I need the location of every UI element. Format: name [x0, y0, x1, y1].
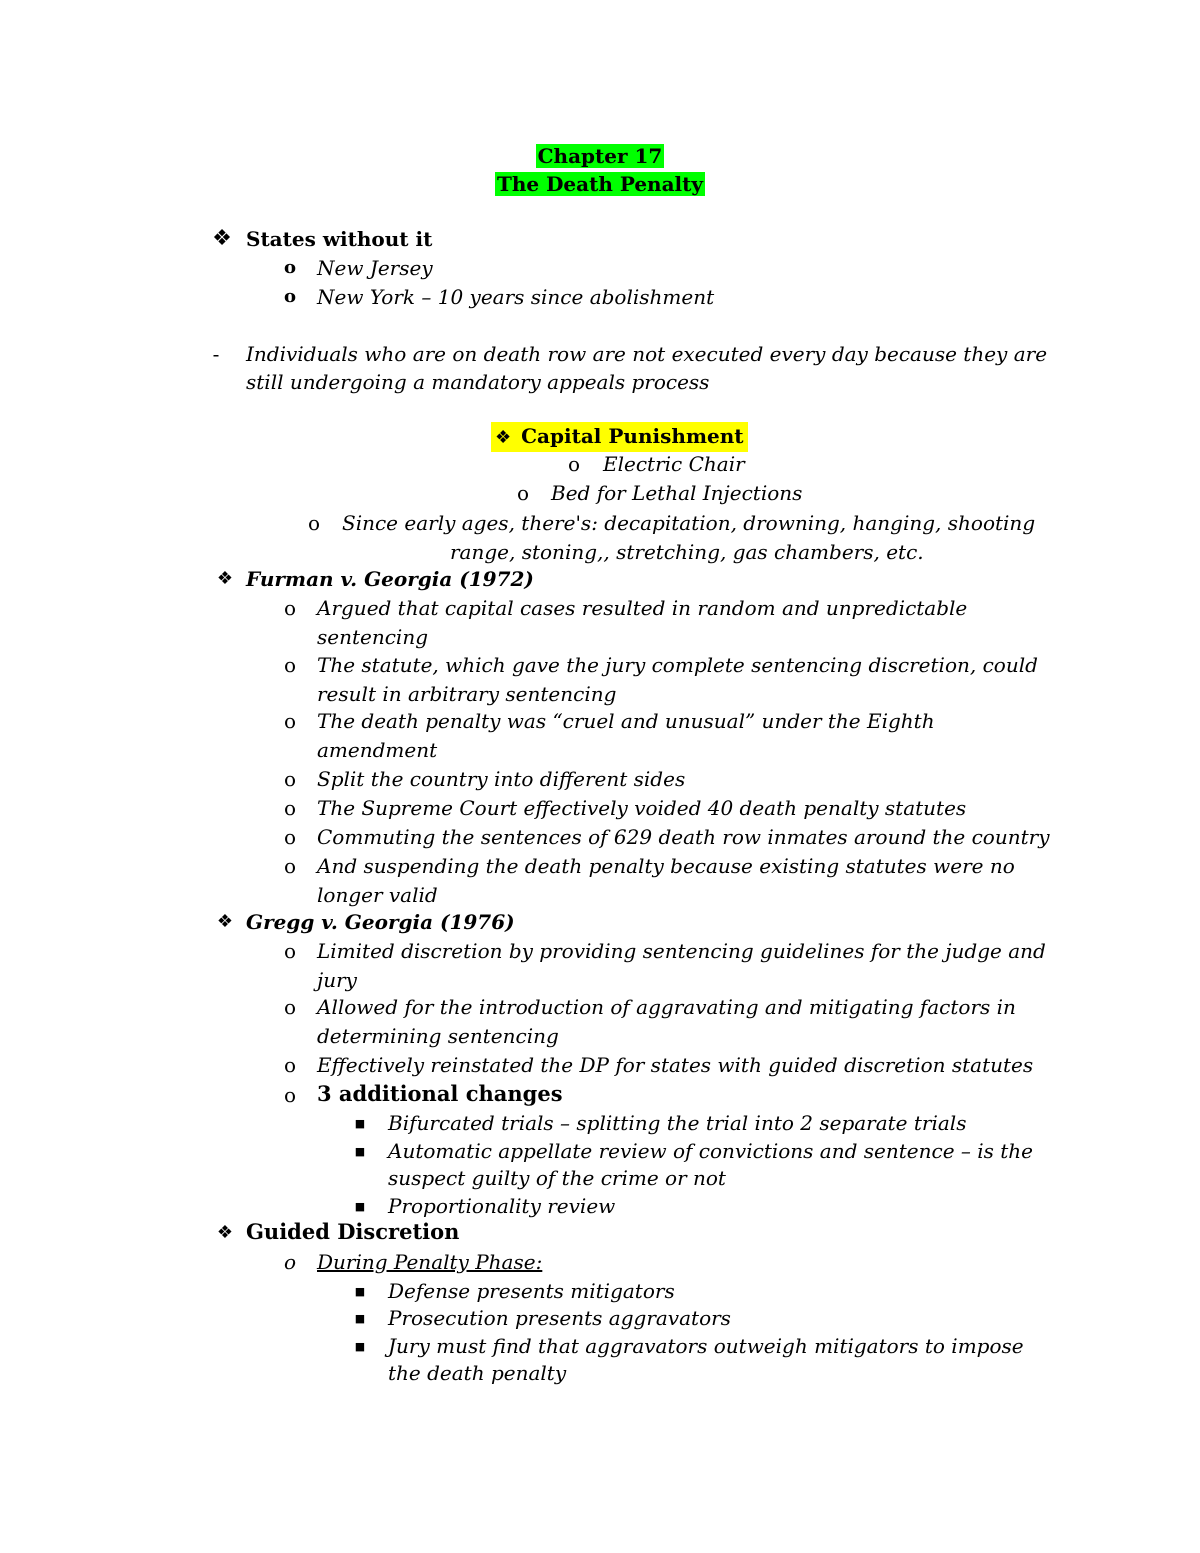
list-item: Electric Chair	[603, 452, 745, 476]
clover-bullet-icon: ❖	[216, 911, 234, 932]
list-item: Jury must find that aggravators outweigh mitigators to impose	[388, 1334, 1024, 1358]
list-item-continuation: jury	[317, 968, 357, 992]
square-bullet-icon: ■	[354, 1117, 366, 1130]
list-item: Allowed for the introduction of aggravating and mitigating factors in	[317, 995, 1016, 1019]
list-item-continuation: longer valid	[317, 883, 438, 907]
list-item: Defense presents mitigators	[388, 1279, 675, 1303]
note-line: Individuals who are on death row are not executed every day because they are	[246, 342, 1048, 366]
list-item-continuation: range, stoning,, stretching, gas chambers, etc.	[450, 540, 924, 564]
list-item: New York – 10 years since abolishment	[317, 285, 715, 309]
circle-bullet-icon: o	[283, 596, 297, 620]
circle-bullet-icon: o	[283, 1250, 297, 1274]
circle-bullet-icon: o	[283, 1053, 297, 1077]
capital-heading-text: Capital Punishment	[521, 424, 744, 448]
list-item: Limited discretion by providing sentencing guidelines for the judge and	[317, 939, 1046, 963]
circle-bullet-icon: o	[307, 511, 321, 535]
square-bullet-icon: ■	[354, 1285, 366, 1298]
circle-bullet-icon: o	[283, 1083, 297, 1107]
list-item: Split the country into different sides	[317, 767, 686, 791]
circle-bullet-icon: o	[567, 452, 581, 476]
page-title	[0, 170, 1200, 198]
list-item: The death penalty was “cruel and unusual” under the Eighth	[317, 709, 935, 733]
circle-bullet-icon: o	[283, 939, 297, 963]
list-item: Bifurcated trials – splitting the trial into 2 separate trials	[388, 1111, 967, 1135]
square-bullet-icon: ■	[354, 1200, 366, 1213]
chapter-heading	[0, 142, 1200, 170]
penalty-phase-label: During Penalty Phase:	[317, 1250, 543, 1274]
list-item: And suspending the death penalty because existing statutes were no	[317, 854, 1015, 878]
circle-bullet-icon: o	[283, 854, 297, 878]
diamond-bullet-icon: ❖	[212, 226, 232, 251]
list-item: Effectively reinstated the DP for states with guided discretion statutes	[317, 1053, 1034, 1077]
furman-heading: Furman v. Georgia (1972)	[246, 567, 534, 591]
list-item: The statute, which gave the jury complete sentencing discretion, could	[317, 653, 1038, 677]
square-bullet-icon: ■	[354, 1340, 366, 1353]
list-item: Prosecution presents aggravators	[388, 1306, 731, 1330]
list-item: Proportionality review	[388, 1194, 616, 1218]
square-bullet-icon: ■	[354, 1312, 366, 1325]
list-item: Argued that capital cases resulted in random and unpredictable	[317, 596, 968, 620]
circle-bullet-icon: o	[283, 995, 297, 1019]
states-heading: States without it	[246, 227, 433, 251]
list-item: Bed for Lethal Injections	[551, 481, 803, 505]
note-line: still undergoing a mandatory appeals process	[246, 370, 710, 394]
circle-bullet-icon: o	[283, 653, 297, 677]
list-item-continuation: the death penalty	[388, 1361, 567, 1385]
circle-bullet-icon: o	[283, 825, 297, 849]
square-bullet-icon: ■	[354, 1145, 366, 1158]
clover-bullet-icon: ❖	[216, 1222, 234, 1243]
changes-heading: 3 additional changes	[317, 1081, 563, 1106]
ring-bullet-icon: o	[283, 286, 296, 307]
list-item-continuation: result in arbitrary sentencing	[317, 682, 617, 706]
list-item: The Supreme Court effectively voided 40 death penalty statutes	[317, 796, 967, 820]
ring-bullet-icon: o	[283, 257, 296, 278]
circle-bullet-icon: o	[283, 709, 297, 733]
dash-bullet-icon: -	[212, 342, 220, 366]
list-item: Automatic appellate review of convictions and sentence – is the	[388, 1139, 1034, 1163]
list-item: Since early ages, there's: decapitation, drowning, hanging, shooting	[342, 511, 1036, 535]
circle-bullet-icon: o	[283, 767, 297, 791]
list-item: New Jersey	[317, 256, 433, 280]
page-title-text: The Death Penalty	[496, 172, 704, 196]
capital-heading	[491, 422, 748, 452]
chapter-label: Chapter 17	[537, 144, 663, 168]
circle-bullet-icon: o	[516, 481, 530, 505]
list-item-continuation: suspect guilty of the crime or not	[388, 1166, 726, 1190]
gregg-heading: Gregg v. Georgia (1976)	[246, 910, 515, 934]
circle-bullet-icon: o	[283, 796, 297, 820]
list-item: Commuting the sentences of 629 death row inmates around the country	[317, 825, 1050, 849]
list-item-continuation: amendment	[317, 738, 438, 762]
clover-bullet-icon: ❖	[216, 568, 234, 589]
list-item-continuation: determining sentencing	[317, 1024, 559, 1048]
list-item-continuation: sentencing	[317, 625, 429, 649]
guided-heading: Guided Discretion	[246, 1219, 460, 1244]
clover-bullet-icon: ❖	[495, 427, 512, 448]
